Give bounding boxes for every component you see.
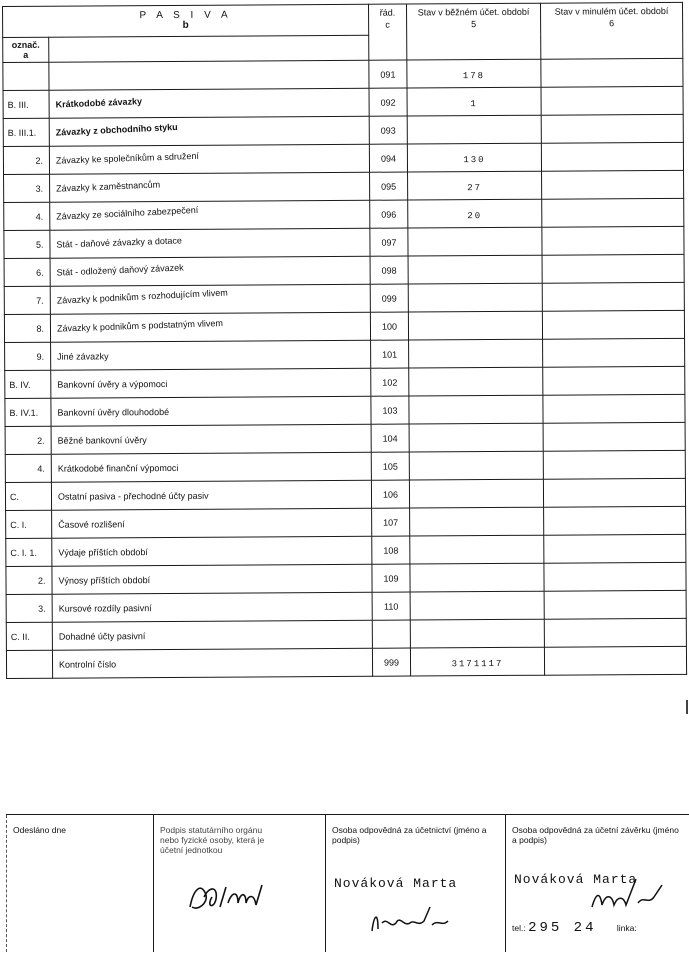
row-previous-value — [544, 618, 686, 647]
row-label — [50, 312, 370, 342]
row-previous-value — [541, 86, 683, 115]
row-label-text: Stát - daňové závazky a dotace — [56, 234, 183, 250]
tel-label: tel.: — [512, 923, 526, 933]
row-rad: 093 — [369, 116, 407, 144]
row-label — [49, 60, 369, 90]
row-current-value — [410, 563, 544, 592]
row-rad: 108 — [372, 536, 410, 564]
table-row — [5, 478, 685, 510]
row-previous-value — [544, 534, 686, 563]
row-label — [51, 368, 371, 398]
pasiva-header-spacer — [49, 35, 369, 62]
row-current-value — [410, 619, 544, 648]
oznac-header — [3, 37, 49, 62]
closing-cell — [506, 815, 689, 953]
table-row — [6, 506, 686, 538]
row-current-value — [409, 339, 543, 368]
statutory-signature — [184, 877, 294, 917]
row-previous-value — [544, 562, 686, 591]
row-label-text: Závazky k zaměstnancům — [55, 178, 161, 194]
row-label-text: Výdaje příštích období — [58, 546, 148, 558]
row-label-text: Časové rozlišení — [58, 518, 125, 530]
row-current-value — [408, 283, 542, 312]
row-current-value — [409, 423, 543, 452]
table-row — [6, 590, 686, 622]
row-previous-value — [544, 590, 686, 619]
row-rad: 096 — [370, 200, 408, 228]
row-previous-value — [542, 226, 684, 255]
statutory-label: Podpis statutárního orgánu nebo fyzické osoby, která je účetní jednotkou — [160, 825, 265, 855]
row-label — [49, 116, 369, 146]
row-previous-value — [543, 478, 685, 507]
row-label-text: Kursové rozdíly pasivní — [58, 602, 152, 614]
table-row — [5, 338, 685, 370]
row-label — [51, 452, 371, 482]
pasiva-title: P A S I V A — [139, 9, 232, 22]
row-current-value — [407, 115, 541, 144]
pasiva-subtitle: b — [182, 19, 189, 31]
row-label-text: Jiné závazky — [57, 350, 109, 362]
row-label-text: Závazky k podnikům s rozhodujícím vlivem — [56, 286, 228, 306]
row-current-value — [408, 255, 542, 284]
row-rad: 105 — [371, 452, 409, 480]
row-oznac: B. III. — [3, 90, 49, 118]
table-row — [4, 254, 684, 286]
row-rad: 092 — [369, 88, 407, 116]
row-label — [51, 396, 371, 426]
row-previous-value — [541, 58, 683, 87]
row-label-text: Krátkodobé finanční výpomoci — [57, 462, 179, 474]
rad-header — [368, 4, 406, 60]
row-oznac: C. I. 1. — [6, 538, 52, 566]
row-oznac: 8. — [4, 314, 50, 342]
row-rad: 106 — [371, 480, 409, 508]
row-current-value — [410, 535, 544, 564]
row-rad: 103 — [371, 396, 409, 424]
row-label — [50, 284, 370, 314]
row-oznac: 7. — [4, 286, 50, 314]
row-rad: 091 — [369, 60, 407, 88]
row-previous-value — [544, 646, 686, 675]
row-current-value — [409, 395, 543, 424]
row-oznac: 3. — [6, 594, 52, 622]
row-label — [50, 172, 370, 202]
row-rad: 099 — [370, 284, 408, 312]
tel-value: 295 24 — [528, 920, 597, 936]
row-label-text: Závazky k podnikům s podstatným vlivem — [56, 317, 224, 334]
row-label — [50, 228, 370, 258]
row-rad: 107 — [372, 508, 410, 536]
row-oznac: 4. — [4, 202, 50, 230]
row-current-value: 27 — [408, 171, 542, 200]
row-rad: 097 — [370, 228, 408, 256]
table-row — [3, 114, 683, 146]
row-label-text: Krátkodobé závazky — [55, 95, 143, 110]
row-current-value: 178 — [407, 59, 541, 88]
previous-period-header — [540, 2, 682, 59]
row-oznac: C. I. — [6, 510, 52, 538]
table-row — [4, 310, 684, 342]
row-previous-value — [541, 142, 683, 171]
row-current-value — [409, 479, 543, 508]
table-row — [4, 170, 684, 202]
closing-label: Osoba odpovědná za účetní závěrku (jméno a podpis) — [512, 825, 679, 845]
row-label — [52, 508, 372, 538]
sent-label: Odesláno dne — [13, 825, 66, 835]
rad-subtitle: c — [385, 19, 390, 30]
row-label-text: Závazky z obchodního styku — [55, 121, 178, 138]
row-oznac — [3, 62, 49, 90]
pasiva-rows — [3, 58, 687, 678]
table-row — [5, 394, 685, 426]
oznac-title: označ. — [11, 39, 40, 50]
row-rad — [372, 620, 410, 648]
row-label — [50, 256, 370, 286]
accounting-label: Osoba odpovědná za účetnictví (jméno a podpis) — [332, 825, 487, 845]
row-previous-value — [542, 170, 684, 199]
current-period-header — [406, 3, 540, 60]
row-previous-value — [543, 394, 685, 423]
row-label-text: Závazky ze sociálního zabezpečení — [56, 204, 199, 222]
row-previous-value — [544, 506, 686, 535]
row-label — [50, 200, 370, 230]
table-row — [5, 422, 685, 454]
accounting-name: Nováková Marta — [334, 876, 458, 891]
rad-title: řád. — [379, 7, 396, 18]
linka-label: linka: — [616, 923, 637, 933]
row-previous-value — [542, 310, 684, 339]
table-row — [6, 618, 686, 650]
row-label-text: Bankovní úvěry dlouhodobé — [57, 406, 170, 418]
pasiva-header — [3, 4, 369, 37]
row-oznac: B. IV. — [5, 370, 51, 398]
row-previous-value — [542, 198, 684, 227]
current-period-subtitle: 5 — [471, 19, 477, 30]
row-label — [52, 536, 372, 566]
previous-period-subtitle: 6 — [609, 18, 615, 29]
row-oznac: B. IV.1. — [5, 398, 51, 426]
previous-period-title: Stav v minulém účet. období — [554, 5, 669, 17]
row-label-text: Bankovní úvěry a výpomoci — [57, 378, 168, 390]
signature-table — [6, 814, 689, 952]
table-row — [3, 58, 683, 90]
row-previous-value — [543, 422, 685, 451]
row-rad: 102 — [371, 368, 409, 396]
row-label-text: Kontrolní číslo — [58, 658, 117, 670]
oznac-subtitle: a — [23, 49, 29, 60]
row-label-text: Ostatní pasiva - přechodné účty pasiv — [57, 490, 209, 502]
row-current-value — [409, 367, 543, 396]
table-row — [4, 226, 684, 258]
row-label — [52, 620, 372, 650]
table-row — [5, 366, 685, 398]
row-label — [52, 564, 372, 594]
scan-speck — [686, 700, 688, 714]
row-previous-value — [543, 450, 685, 479]
row-rad: 094 — [369, 144, 407, 172]
row-current-value: 130 — [407, 143, 541, 172]
row-rad: 104 — [371, 424, 409, 452]
row-previous-value — [543, 338, 685, 367]
row-label — [49, 144, 369, 174]
row-label-text: Výnosy příštích období — [58, 574, 151, 586]
row-label — [51, 424, 371, 454]
table-row — [4, 282, 684, 314]
row-oznac: 2. — [3, 146, 49, 174]
row-current-value — [410, 507, 544, 536]
table-row — [6, 646, 686, 678]
row-rad: 110 — [372, 592, 410, 620]
row-label — [52, 648, 372, 678]
row-current-value — [408, 227, 542, 256]
row-oznac: 2. — [6, 566, 52, 594]
row-current-value: 3171117 — [410, 647, 544, 676]
row-oznac — [6, 650, 52, 678]
closing-signature — [586, 875, 689, 915]
row-label — [52, 592, 372, 622]
row-rad: 100 — [370, 312, 408, 340]
row-label-text: Dohadné účty pasivní — [58, 630, 146, 642]
row-current-value — [410, 591, 544, 620]
row-oznac: 2. — [5, 426, 51, 454]
row-rad: 095 — [370, 172, 408, 200]
row-current-value: 1 — [407, 87, 541, 116]
current-period-title: Stav v běžném účet. období — [417, 6, 530, 18]
table-row — [6, 562, 686, 594]
row-current-value — [409, 451, 543, 480]
row-oznac: B. III.1. — [3, 118, 49, 146]
row-label — [49, 88, 369, 118]
row-previous-value — [543, 366, 685, 395]
row-previous-value — [542, 282, 684, 311]
tel-line — [512, 920, 637, 936]
row-label-text: Běžné bankovní úvěry — [57, 434, 147, 446]
row-label — [51, 340, 371, 370]
row-current-value — [408, 311, 542, 340]
pasiva-table — [2, 2, 687, 679]
sent-cell — [7, 815, 154, 953]
row-rad: 109 — [372, 564, 410, 592]
row-label-text: Závazky ke společníkům a sdružení — [55, 150, 200, 166]
row-rad: 999 — [372, 648, 410, 676]
row-label-text: Stát - odložený daňový závazek — [56, 261, 184, 278]
closing-name: Nováková Marta — [514, 872, 638, 887]
row-oznac: 5. — [4, 230, 50, 258]
row-oznac: C. — [5, 482, 51, 510]
row-oznac: 4. — [5, 454, 51, 482]
row-previous-value — [542, 254, 684, 283]
accounting-cell — [326, 815, 506, 953]
table-row — [3, 86, 683, 118]
row-rad: 101 — [371, 340, 409, 368]
table-row — [5, 450, 685, 482]
row-label — [51, 480, 371, 510]
row-oznac: 6. — [4, 258, 50, 286]
table-row — [6, 534, 686, 566]
statutory-cell — [154, 815, 326, 953]
table-row — [3, 142, 683, 174]
row-rad: 098 — [370, 256, 408, 284]
accounting-signature — [366, 901, 476, 939]
row-oznac: 3. — [4, 174, 50, 202]
table-row — [4, 198, 684, 230]
row-previous-value — [541, 114, 683, 143]
row-oznac: C. II. — [6, 622, 52, 650]
row-oznac: 9. — [5, 342, 51, 370]
row-current-value: 20 — [408, 199, 542, 228]
